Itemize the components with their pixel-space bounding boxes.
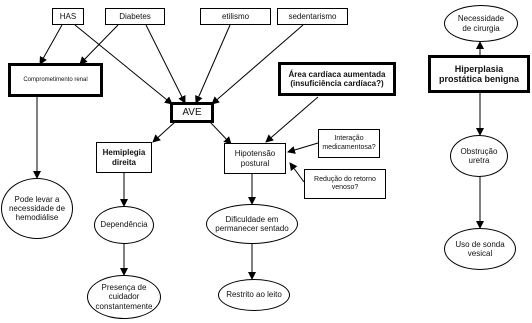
node-necessidade-cirurgia: Necessidade de cirurgia: [444, 5, 518, 42]
node-hipotensao: Hipotensão postural: [224, 143, 286, 174]
arrow-cardiaca-to-hipotensao: [266, 97, 318, 142]
node-dependencia: Dependência: [94, 206, 154, 244]
node-hemiplegia: Hemiplegia direita: [96, 142, 152, 173]
arrow-etilismo-to-ave: [196, 25, 230, 103]
arrow-diabetes-to-ave: [146, 25, 185, 103]
node-hiperplasia: Hiperplasia prostática benigna: [428, 55, 530, 93]
node-comprometimento-renal: Comprometimento renal: [8, 63, 103, 97]
node-pode-levar: Pode levar a necessidade de hemodiálise: [1, 178, 73, 239]
node-dificuldade: Dificuldade em permanecer sentado: [206, 204, 298, 244]
node-ave: AVE: [170, 102, 214, 123]
node-obstrucao: Obstrução uretra: [450, 135, 508, 177]
node-has: HAS: [52, 8, 84, 25]
node-restrito: Restrito ao leito: [218, 279, 290, 311]
node-etilismo: etilismo: [200, 8, 271, 25]
node-sedentarismo: sedentarismo: [277, 8, 348, 25]
arrow-diabetes-to-renal: [80, 25, 118, 64]
arrow-ave-to-hemiplegia: [153, 122, 175, 142]
node-reducao: Redução do retorno venoso?: [304, 169, 386, 199]
node-diabetes: Diabetes: [105, 8, 165, 25]
node-interacao: Interação medicamentosa?: [318, 129, 380, 158]
arrow-interacao-to-hipotensao: [288, 143, 318, 152]
node-presenca: Presença de cuidador constantemente: [87, 275, 161, 319]
arrow-reducao-to-hipotensao: [290, 163, 304, 182]
arrow-has-to-renal: [40, 25, 62, 64]
arrow-ave-to-hipotensao: [210, 122, 231, 144]
node-area-cardiaca: Área cardíaca aumentada (insuficiência cardíaca?): [278, 62, 396, 96]
node-uso-sonda: Uso de sonda vesical: [444, 228, 516, 270]
